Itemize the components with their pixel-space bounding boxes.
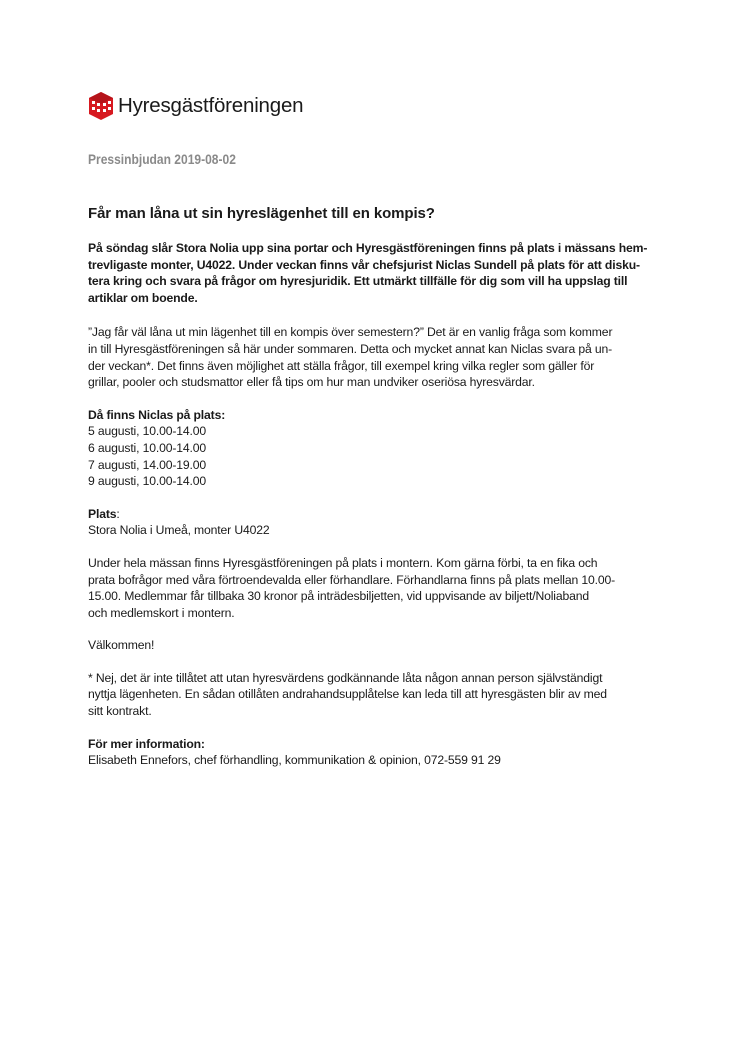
lede-line: På söndag slår Stora Nolia upp sina portar och Hyresgästföreningen finns på plats i mässans hem-: [88, 241, 648, 255]
details-line: 15.00. Medlemmar får tillbaka 30 kronor på inträdesbiljetten, vid uppvisande av biljett/Noliaband: [88, 589, 590, 604]
organization-name: Hyresgästföreningen: [118, 94, 304, 117]
footnote: [88, 670, 668, 720]
details-line: Under hela mässan finns Hyresgästföreningen på plats i montern. Kom gärna förbi, ta en fika och: [88, 555, 598, 570]
intro-line: ”Jag får väl låna ut min lägenhet till en kompis över semestern?” Det är en vanlig fråga som kommer: [88, 325, 613, 340]
contact-details: Elisabeth Ennefors, chef förhandling, kommunikation & opinion, 072-559 91 29: [88, 753, 501, 768]
intro-line: grillar, pooler och studsmattor eller få tips om hur man undviker oseriösa hyresvärdar.: [88, 375, 535, 390]
organization-logo: [88, 89, 303, 123]
schedule-item: 7 augusti, 14.00-19.00: [88, 457, 206, 472]
schedule-heading: Då finns Niclas på plats:: [88, 407, 226, 422]
footnote-line: sitt kontrakt.: [88, 704, 152, 719]
schedule-item: 6 augusti, 10.00-14.00: [88, 440, 206, 455]
details-paragraph: [88, 555, 668, 621]
lede-line: trevligaste monter, U4022. Under veckan finns vår chefsjurist Niclas Sundell på plats för att disku-: [88, 257, 640, 272]
lede-line: artiklar om boende.: [88, 290, 198, 305]
footnote-line: * Nej, det är inte tillåtet att utan hyresvärdens godkännande låta någon annan person självständigt: [88, 670, 603, 685]
contact-heading: För mer information:: [88, 736, 205, 751]
contact-section: [88, 736, 668, 769]
lede-line: tera kring och svara på frågor om hyresjuridik. Ett utmärkt tillfälle för dig som vill ha uppslag till: [88, 274, 628, 289]
footnote-line: nyttja lägenheten. En sådan otillåten andrahandsupplåtelse kan leda till att hyresgästen blir av med: [88, 687, 607, 702]
place-value: Stora Nolia i Umeå, monter U4022: [88, 523, 270, 538]
intro-paragraph: [88, 324, 668, 390]
place-colon: :: [116, 506, 120, 521]
place-section: [88, 506, 668, 539]
article-body: [88, 204, 668, 785]
article-title: Får man låna ut sin hyreslägenhet till en kompis?: [88, 205, 435, 222]
details-line: och medlemskort i montern.: [88, 605, 235, 620]
schedule-item: 5 augusti, 10.00-14.00: [88, 424, 206, 439]
details-line: prata bofrågor med våra förtroendevalda eller förhandlare. Förhandlarna finns på plats mellan 10.00-: [88, 572, 615, 587]
place-heading: [88, 506, 668, 523]
schedule-item: 9 augusti, 10.00-14.00: [88, 474, 206, 489]
intro-line: der veckan*. Det finns även möjlighet att ställa frågor, till exempel kring vilka regler som gäller för: [88, 358, 595, 373]
place-label: Plats: [88, 506, 117, 521]
schedule-section: [88, 407, 668, 490]
welcome-text: Välkommen!: [88, 638, 155, 653]
hyresgastforeningen-logo-icon: [88, 91, 114, 121]
article-lede: [88, 240, 668, 306]
press-invitation-date: Pressinbjudan 2019-08-02: [88, 151, 236, 167]
intro-line: in till Hyresgästföreningen så här under sommaren. Detta och mycket annat kan Niclas svara på un-: [88, 341, 612, 356]
